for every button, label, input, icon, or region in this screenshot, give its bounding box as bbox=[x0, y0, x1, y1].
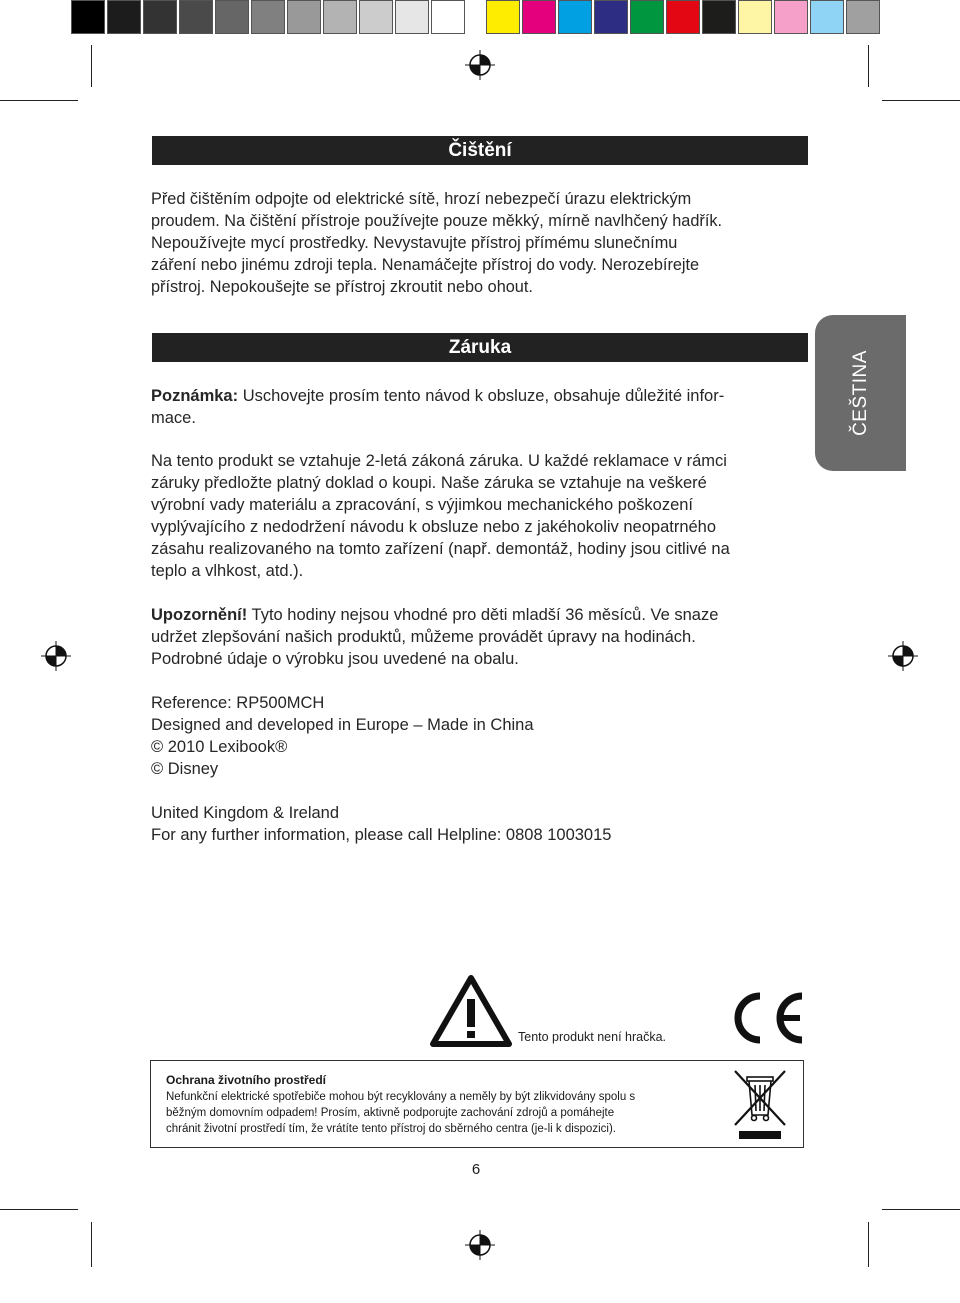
cleaning-text bbox=[151, 188, 801, 298]
text-line: zásahu realizovaného na tomto zařízení (např. demontáž, hodiny jsou citlivé na bbox=[151, 540, 730, 558]
environment-notice-box bbox=[150, 1060, 804, 1148]
color-swatch bbox=[359, 0, 393, 34]
caution-label: Upozornění! bbox=[151, 606, 248, 624]
text-line: proudem. Na čištění přístroje používejte pouze měkký, mírně navlhčený hadřík. bbox=[151, 212, 723, 230]
color-swatch bbox=[630, 0, 664, 34]
note-label: Poznámka: bbox=[151, 387, 239, 405]
text-line: Na tento produkt se vztahuje 2-letá zákoná záruka. U každé reklamace v rámci bbox=[151, 452, 727, 470]
grayscale-calibration-bar bbox=[71, 0, 467, 38]
color-swatch bbox=[486, 0, 520, 34]
text-line: Nefunkční elektrické spotřebiče mohou být recyklovány a neměly by být zlikvidovány spolu s bbox=[166, 1091, 636, 1103]
color-swatch bbox=[215, 0, 249, 34]
crossed-out-bin-icon bbox=[729, 1067, 791, 1143]
product-info bbox=[151, 692, 801, 780]
text-line: Před čištěním odpojte od elektrické sítě, hrozí nebezpečí úrazu elektrickým bbox=[151, 190, 692, 208]
text-line: teplo a vlhkost, atd.). bbox=[151, 562, 304, 580]
info-line: © 2010 Lexibook® bbox=[151, 738, 288, 756]
registration-mark-icon bbox=[465, 1230, 495, 1260]
info-line: Designed and developed in Europe – Made in China bbox=[151, 716, 534, 734]
color-swatch bbox=[71, 0, 105, 34]
color-swatch bbox=[558, 0, 592, 34]
color-swatch bbox=[431, 0, 465, 34]
color-swatch bbox=[323, 0, 357, 34]
crop-mark bbox=[91, 1222, 92, 1267]
warning-triangle-icon bbox=[430, 975, 512, 1047]
caution-line bbox=[151, 604, 801, 626]
registration-mark-icon bbox=[465, 50, 495, 80]
text-line: chránit životní prostředí tím, že vrátíte tento přístroj do sběrného centra (je-li k dispozici). bbox=[166, 1123, 616, 1135]
text-line: Nepoužívejte mycí prostředky. Nevystavujte přístroj přímému slunečnímu bbox=[151, 234, 678, 252]
color-swatch bbox=[107, 0, 141, 34]
info-line: © Disney bbox=[151, 760, 219, 778]
info-line: For any further information, please call Helpline: 0808 1003015 bbox=[151, 826, 612, 844]
text-line: výrobní vady materiálu a zpracování, s výjimkou mechanického poškození bbox=[151, 496, 694, 514]
color-swatch bbox=[594, 0, 628, 34]
section-title-cleaning: Čištění bbox=[152, 136, 808, 165]
note-line bbox=[151, 385, 801, 407]
text-line: přístroj. Nepokoušejte se přístroj zkroutit nebo ohout. bbox=[151, 278, 533, 296]
helpline-info bbox=[151, 802, 801, 846]
registration-mark-icon bbox=[41, 641, 71, 671]
color-swatch bbox=[522, 0, 556, 34]
language-tab bbox=[815, 315, 906, 471]
color-swatch bbox=[810, 0, 844, 34]
caution-text-first: Tyto hodiny nejsou vhodné pro děti mladší 36 měsíců. Ve snaze bbox=[247, 606, 719, 624]
note-text: Uschovejte prosím tento návod k obsluze, obsahuje důležité infor- bbox=[238, 387, 725, 405]
text-line: běžným domovním odpadem! Prosím, aktivně podporujte zachování zdrojů a pomáhejte bbox=[166, 1107, 615, 1119]
registration-mark-icon bbox=[888, 641, 918, 671]
environment-text bbox=[166, 1089, 706, 1137]
note-line: mace. bbox=[151, 409, 196, 427]
color-calibration-bar bbox=[486, 0, 882, 38]
toy-warning-text: Tento produkt není hračka. bbox=[518, 1030, 667, 1044]
language-tab-label: ČEŠTINA bbox=[849, 350, 871, 436]
text-line: vyplývajícího z nedodržení návodu k obsluze nebo z jakéhokoliv neopatrného bbox=[151, 518, 717, 536]
color-swatch bbox=[846, 0, 880, 34]
warranty-body bbox=[151, 450, 801, 582]
crop-mark bbox=[882, 100, 960, 101]
color-swatch bbox=[287, 0, 321, 34]
color-swatch bbox=[251, 0, 285, 34]
info-line: Reference: RP500MCH bbox=[151, 694, 325, 712]
crop-mark bbox=[882, 1209, 960, 1210]
color-swatch bbox=[774, 0, 808, 34]
text-line: záření nebo jinému zdroji tepla. Nenamáčejte přístroj do vody. Nerozebírejte bbox=[151, 256, 700, 274]
crop-mark bbox=[91, 45, 92, 87]
color-swatch bbox=[738, 0, 772, 34]
crop-mark bbox=[0, 1209, 78, 1210]
page-number: 6 bbox=[471, 1161, 481, 1178]
environment-title: Ochrana životního prostředí bbox=[166, 1073, 327, 1087]
color-swatch bbox=[143, 0, 177, 34]
text-line: udržet zlepšování našich produktů, můžeme provádět úpravy na hodinách. bbox=[151, 628, 696, 646]
color-swatch bbox=[395, 0, 429, 34]
crop-mark bbox=[868, 45, 869, 87]
warranty-note bbox=[151, 385, 801, 429]
color-swatch bbox=[179, 0, 213, 34]
info-line: United Kingdom & Ireland bbox=[151, 804, 340, 822]
crop-mark bbox=[0, 100, 78, 101]
ce-mark-icon bbox=[722, 988, 808, 1048]
crop-mark bbox=[868, 1222, 869, 1267]
color-swatch bbox=[666, 0, 700, 34]
text-line: Podrobné údaje o výrobku jsou uvedené na obalu. bbox=[151, 650, 519, 668]
text-line: záruky předložte platný doklad o koupi. Naše záruka se vztahuje na veškeré bbox=[151, 474, 707, 492]
section-title-warranty: Záruka bbox=[152, 333, 808, 362]
color-swatch bbox=[702, 0, 736, 34]
caution-text bbox=[151, 604, 801, 670]
